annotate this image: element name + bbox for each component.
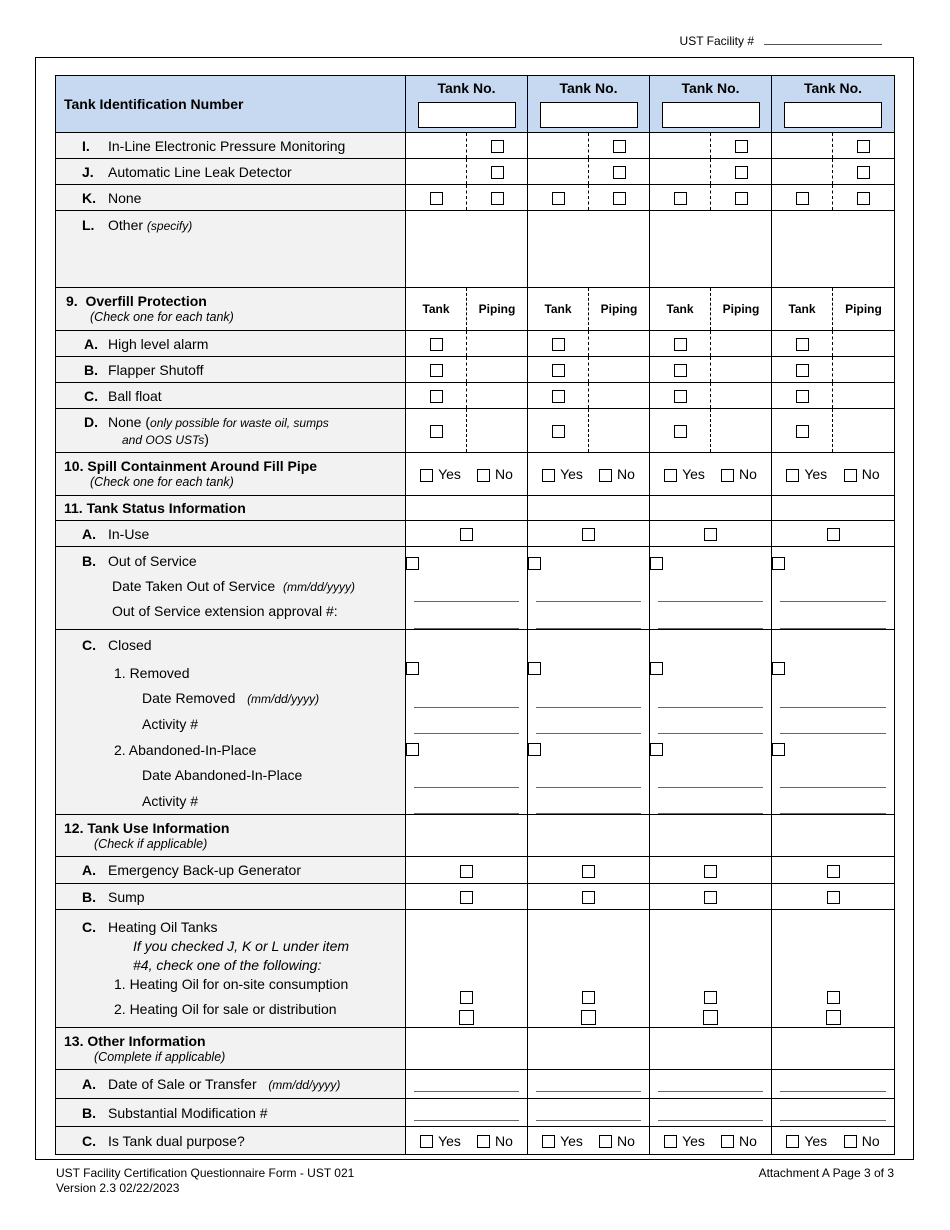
row-j: J. Automatic Line Leak Detector — [56, 159, 895, 185]
checkbox[interactable] — [582, 865, 595, 878]
row-11b: B. Out of Service Date Taken Out of Service (mm/dd/yyyy) Out of Service extension approval #: — [56, 547, 895, 630]
checkbox[interactable] — [582, 528, 595, 541]
checkbox[interactable] — [460, 528, 473, 541]
section-11-header: 11. Tank Status Information — [56, 496, 895, 521]
checkbox[interactable] — [406, 743, 419, 756]
checkbox[interactable] — [857, 140, 870, 153]
checkbox[interactable] — [826, 1010, 841, 1025]
tank-no-1: Tank No. — [406, 76, 528, 133]
checkbox[interactable] — [735, 166, 748, 179]
modification-field[interactable] — [536, 1119, 641, 1121]
checkbox[interactable] — [796, 338, 809, 351]
checkbox[interactable] — [491, 192, 504, 205]
checkbox[interactable] — [650, 743, 663, 756]
footer-left — [56, 1166, 354, 1196]
row-11a: A. In-Use — [56, 521, 895, 547]
tank-id-row — [56, 76, 895, 133]
checkbox[interactable] — [430, 390, 443, 403]
checkbox[interactable] — [796, 390, 809, 403]
checkbox[interactable] — [430, 192, 443, 205]
checkbox[interactable] — [491, 166, 504, 179]
checkbox[interactable] — [460, 891, 473, 904]
form-name: UST Facility Certification Questionnaire Form - UST 021 — [56, 1166, 355, 1180]
no-checkbox[interactable] — [599, 469, 612, 482]
checkbox[interactable] — [552, 338, 565, 351]
modification-field[interactable] — [414, 1119, 519, 1121]
section-10-row: 10. Spill Containment Around Fill Pipe (Check one for each tank) Yes No Yes No Yes No Yes No — [56, 453, 895, 496]
checkbox[interactable] — [735, 192, 748, 205]
tank-no-3: Tank No. — [650, 76, 772, 133]
no-checkbox[interactable] — [721, 1135, 734, 1148]
facility-number — [680, 34, 882, 48]
row-13a: A. Date of Sale or Transfer (mm/dd/yyyy) — [56, 1070, 895, 1099]
date-field[interactable] — [658, 1090, 763, 1092]
checkbox[interactable] — [430, 364, 443, 377]
date-field[interactable] — [536, 706, 641, 708]
checkbox[interactable] — [674, 425, 687, 438]
checkbox[interactable] — [704, 991, 717, 1004]
checkbox[interactable] — [703, 1010, 718, 1025]
checkbox[interactable] — [582, 891, 595, 904]
checkbox[interactable] — [528, 662, 541, 675]
yes-checkbox[interactable] — [786, 1135, 799, 1148]
checkbox[interactable] — [613, 140, 626, 153]
checkbox[interactable] — [552, 390, 565, 403]
date-field[interactable] — [780, 600, 886, 602]
row-9c: C. Ball float — [56, 383, 895, 409]
no-checkbox[interactable] — [599, 1135, 612, 1148]
date-field[interactable] — [780, 1090, 886, 1092]
checkbox[interactable] — [613, 166, 626, 179]
date-field[interactable] — [414, 786, 519, 788]
other-specify-field[interactable] — [650, 211, 772, 288]
page-number: Attachment A Page 3 of 3 — [758, 1166, 894, 1180]
row-9a: A. High level alarm — [56, 331, 895, 357]
tank-form-table — [55, 75, 895, 1155]
row-13c: C. Is Tank dual purpose? Yes No Yes No Yes No Yes No — [56, 1127, 895, 1155]
checkbox[interactable] — [772, 557, 785, 570]
section-9-header: 9. Overfill Protection (Check one for each tank) Tank Piping Tank Piping Tank Piping Tank Piping — [56, 288, 895, 331]
yes-checkbox[interactable] — [664, 469, 677, 482]
checkbox[interactable] — [735, 140, 748, 153]
tank-no-input[interactable] — [418, 102, 516, 128]
row-9b: B. Flapper Shutoff — [56, 357, 895, 383]
date-field[interactable] — [658, 706, 763, 708]
checkbox[interactable] — [613, 192, 626, 205]
checkbox[interactable] — [674, 364, 687, 377]
other-specify-field[interactable] — [772, 211, 895, 288]
row-12b: B. Sump — [56, 884, 895, 910]
checkbox[interactable] — [827, 991, 840, 1004]
form-version: Version 2.3 02/22/2023 — [56, 1181, 180, 1195]
checkbox[interactable] — [772, 743, 785, 756]
checkbox[interactable] — [650, 557, 663, 570]
section-12-header: 12. Tank Use Information (Check if applicable) — [56, 815, 895, 857]
date-field[interactable] — [414, 1090, 519, 1092]
checkbox[interactable] — [430, 338, 443, 351]
date-field[interactable] — [414, 706, 519, 708]
date-field[interactable] — [536, 600, 641, 602]
checkbox[interactable] — [552, 192, 565, 205]
checkbox[interactable] — [674, 390, 687, 403]
section-13-header: 13. Other Information (Complete if applicable) — [56, 1028, 895, 1070]
checkbox[interactable] — [406, 557, 419, 570]
checkbox[interactable] — [827, 528, 840, 541]
other-specify-field[interactable] — [406, 211, 528, 288]
tank-no-input[interactable] — [784, 102, 882, 128]
row-9d: D. None (only possible for waste oil, sumps and OOS USTs) — [56, 409, 895, 453]
tank-no-4: Tank No. — [772, 76, 895, 133]
checkbox[interactable] — [704, 528, 717, 541]
date-field[interactable] — [536, 786, 641, 788]
checkbox[interactable] — [581, 1010, 596, 1025]
checkbox[interactable] — [704, 891, 717, 904]
checkbox[interactable] — [459, 1010, 474, 1025]
checkbox[interactable] — [406, 662, 419, 675]
checkbox[interactable] — [796, 192, 809, 205]
yes-checkbox[interactable] — [664, 1135, 677, 1148]
tank-no-input[interactable] — [662, 102, 760, 128]
modification-field[interactable] — [780, 1119, 886, 1121]
row-11c: C. Closed 1. Removed Date Removed (mm/dd/yyyy) Activity # 2. Abandoned-In-Place Date Abandoned-In-Place Activity # — [56, 630, 895, 815]
checkbox[interactable] — [430, 425, 443, 438]
checkbox[interactable] — [674, 192, 687, 205]
date-field[interactable] — [780, 706, 886, 708]
no-checkbox[interactable] — [477, 469, 490, 482]
no-checkbox[interactable] — [477, 1135, 490, 1148]
checkbox[interactable] — [857, 192, 870, 205]
checkbox[interactable] — [827, 891, 840, 904]
checkbox[interactable] — [552, 425, 565, 438]
tank-id-label: Tank Identification Number — [56, 76, 406, 133]
checkbox[interactable] — [460, 865, 473, 878]
yes-checkbox[interactable] — [786, 469, 799, 482]
yes-checkbox[interactable] — [542, 1135, 555, 1148]
tank-no-input[interactable] — [540, 102, 638, 128]
date-field[interactable] — [780, 786, 886, 788]
checkbox[interactable] — [528, 557, 541, 570]
checkbox[interactable] — [674, 338, 687, 351]
row-k: K. None — [56, 185, 895, 211]
checkbox[interactable] — [827, 865, 840, 878]
modification-field[interactable] — [658, 1119, 763, 1121]
facility-number-field[interactable] — [764, 34, 882, 45]
no-checkbox[interactable] — [721, 469, 734, 482]
checkbox[interactable] — [528, 743, 541, 756]
checkbox[interactable] — [552, 364, 565, 377]
yes-checkbox[interactable] — [542, 469, 555, 482]
row-i: I. In-Line Electronic Pressure Monitoring — [56, 133, 895, 159]
row-12c: C. Heating Oil Tanks If you checked J, K or L under item #4, check one of the following: 1. Heating Oil for on-site consumption 2. Heating Oil for sale or distribution — [56, 910, 895, 1028]
row-l: L. Other (specify) — [56, 211, 895, 288]
other-specify-field[interactable] — [528, 211, 650, 288]
checkbox[interactable] — [796, 425, 809, 438]
yes-checkbox[interactable] — [420, 1135, 433, 1148]
checkbox[interactable] — [491, 140, 504, 153]
checkbox[interactable] — [857, 166, 870, 179]
date-field[interactable] — [658, 600, 763, 602]
date-field[interactable] — [414, 600, 519, 602]
checkbox[interactable] — [796, 364, 809, 377]
row-12a: A. Emergency Back-up Generator — [56, 857, 895, 884]
tank-no-2: Tank No. — [528, 76, 650, 133]
row-13b: B. Substantial Modification # — [56, 1099, 895, 1127]
checkbox[interactable] — [650, 662, 663, 675]
no-checkbox[interactable] — [844, 1135, 857, 1148]
checkbox[interactable] — [582, 991, 595, 1004]
no-checkbox[interactable] — [844, 469, 857, 482]
facility-label: UST Facility # — [679, 34, 754, 48]
yes-checkbox[interactable] — [420, 469, 433, 482]
checkbox[interactable] — [460, 991, 473, 1004]
date-field[interactable] — [536, 1090, 641, 1092]
date-field[interactable] — [658, 786, 763, 788]
checkbox[interactable] — [772, 662, 785, 675]
checkbox[interactable] — [704, 865, 717, 878]
